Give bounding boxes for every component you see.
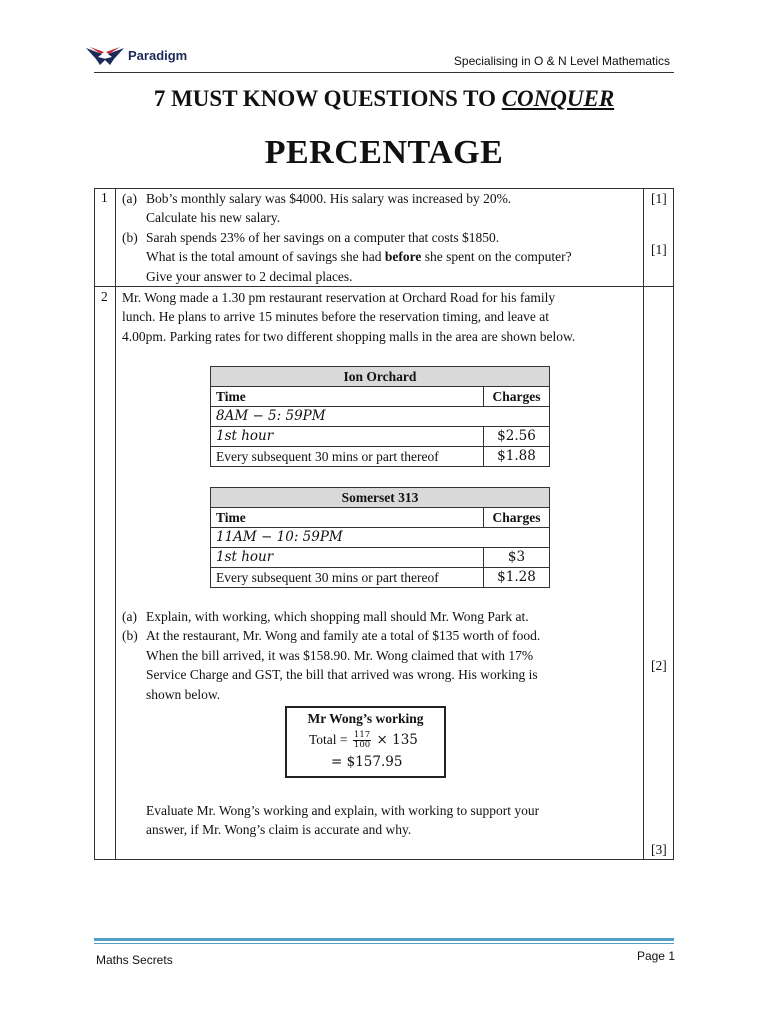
eagle-wings-icon [84, 45, 126, 69]
table-row-value: $1.28 [484, 568, 550, 588]
q2-intro-line3: 4.00pm. Parking rates for two different shopping malls in the area are shown below. [122, 329, 576, 344]
table-row-label: Every subsequent 30 mins or part thereof [211, 568, 484, 588]
working-result: = $157.95 [331, 754, 403, 770]
q2-evaluate-line1: Evaluate Mr. Wong’s working and explain, with working to support your [146, 803, 540, 818]
page-subtitle: PERCENTAGE [264, 134, 504, 171]
part-label: (b) [122, 230, 138, 245]
title-prefix: 7 MUST KNOW QUESTIONS TO [153, 86, 502, 111]
footer-divider-thin [94, 943, 674, 944]
q1b-line2-start: What is the total amount of savings she had [146, 249, 385, 264]
marks-q1b: [1] [651, 242, 667, 257]
working-total-label: Total = [309, 732, 348, 747]
table-hours: 11AM − 10: 59PM [211, 528, 550, 548]
table-row-value: $2.56 [484, 427, 550, 447]
part-label: (b) [122, 628, 138, 643]
table-row-value: $3 [484, 548, 550, 568]
fraction-denominator: 100 [353, 740, 371, 751]
question-number: 2 [101, 289, 108, 304]
q2b-line4: shown below. [146, 687, 221, 702]
paradigm-logo [84, 45, 214, 71]
q1a-line1: Bob’s monthly salary was $4000. His salary was increased by 20%. [146, 191, 512, 206]
table-title: Ion Orchard [211, 367, 550, 387]
page-title [0, 86, 768, 112]
question-number: 1 [101, 190, 108, 205]
marks-q1a: [1] [651, 191, 667, 206]
header-tagline: Specialising in O & N Level Mathematics [453, 54, 670, 68]
table-row-label: 1st hour [211, 548, 484, 568]
working-box [285, 706, 446, 778]
logo-text: Paradigm [128, 48, 188, 63]
q2b-line1: At the restaurant, Mr. Wong and family ate a total of $135 worth of food. [146, 628, 541, 643]
title-emphasis: CONQUER [501, 86, 615, 111]
q2-intro-line1: Mr. Wong made a 1.30 pm restaurant reservation at Orchard Road for his family [122, 290, 556, 305]
table-hours: 8AM − 5: 59PM [211, 407, 550, 427]
working-equation [309, 730, 418, 751]
part-label: (a) [122, 609, 137, 624]
table-header-time: Time [211, 387, 484, 407]
q2-evaluate-line2: answer, if Mr. Wong’s claim is accurate and why. [146, 822, 412, 837]
marks-q2a: [2] [651, 658, 667, 673]
footer-divider [94, 938, 674, 941]
footer-title: Maths Secrets [96, 953, 173, 967]
table-row-label: 1st hour [211, 427, 484, 447]
table-header-time: Time [211, 508, 484, 528]
part-label: (a) [122, 191, 137, 206]
q2b-line3: Service Charge and GST, the bill that arrived was wrong. His working is [146, 667, 538, 682]
table-header-charges: Charges [484, 387, 550, 407]
fraction-numerator: 117 [353, 730, 371, 741]
q1b-line1: Sarah spends 23% of her savings on a computer that costs $1850. [146, 230, 500, 245]
q1b-line2 [146, 247, 572, 267]
header-divider [94, 72, 674, 73]
working-fraction [353, 731, 371, 750]
marks-q2b: [3] [651, 842, 667, 857]
marks-column-divider [643, 189, 644, 859]
page-number: Page 1 [636, 949, 675, 963]
number-column-divider [115, 189, 116, 859]
q2-intro-line2: lunch. He plans to arrive 15 minutes before the reservation timing, and leave at [122, 309, 549, 324]
q1b-line3: Give your answer to 2 decimal places. [146, 269, 353, 284]
table-row-label: Every subsequent 30 mins or part thereof [211, 447, 484, 467]
parking-table-somerset-313 [210, 487, 550, 588]
q2a-line1: Explain, with working, which shopping mall should Mr. Wong Park at. [146, 609, 529, 624]
table-row-value: $1.88 [484, 447, 550, 467]
parking-table-ion-orchard [210, 366, 550, 467]
working-title: Mr Wong’s working [307, 711, 424, 726]
q1b-line2-end: she spent on the computer? [421, 249, 572, 264]
table-title: Somerset 313 [211, 488, 550, 508]
questions-table [94, 188, 674, 860]
q1a-line2: Calculate his new salary. [146, 210, 281, 225]
table-header-charges: Charges [484, 508, 550, 528]
working-multiplier: × 135 [376, 732, 418, 748]
q2b-line2: When the bill arrived, it was $158.90. Mr. Wong claimed that with 17% [146, 648, 534, 663]
q1b-emphasis: before [384, 249, 422, 264]
